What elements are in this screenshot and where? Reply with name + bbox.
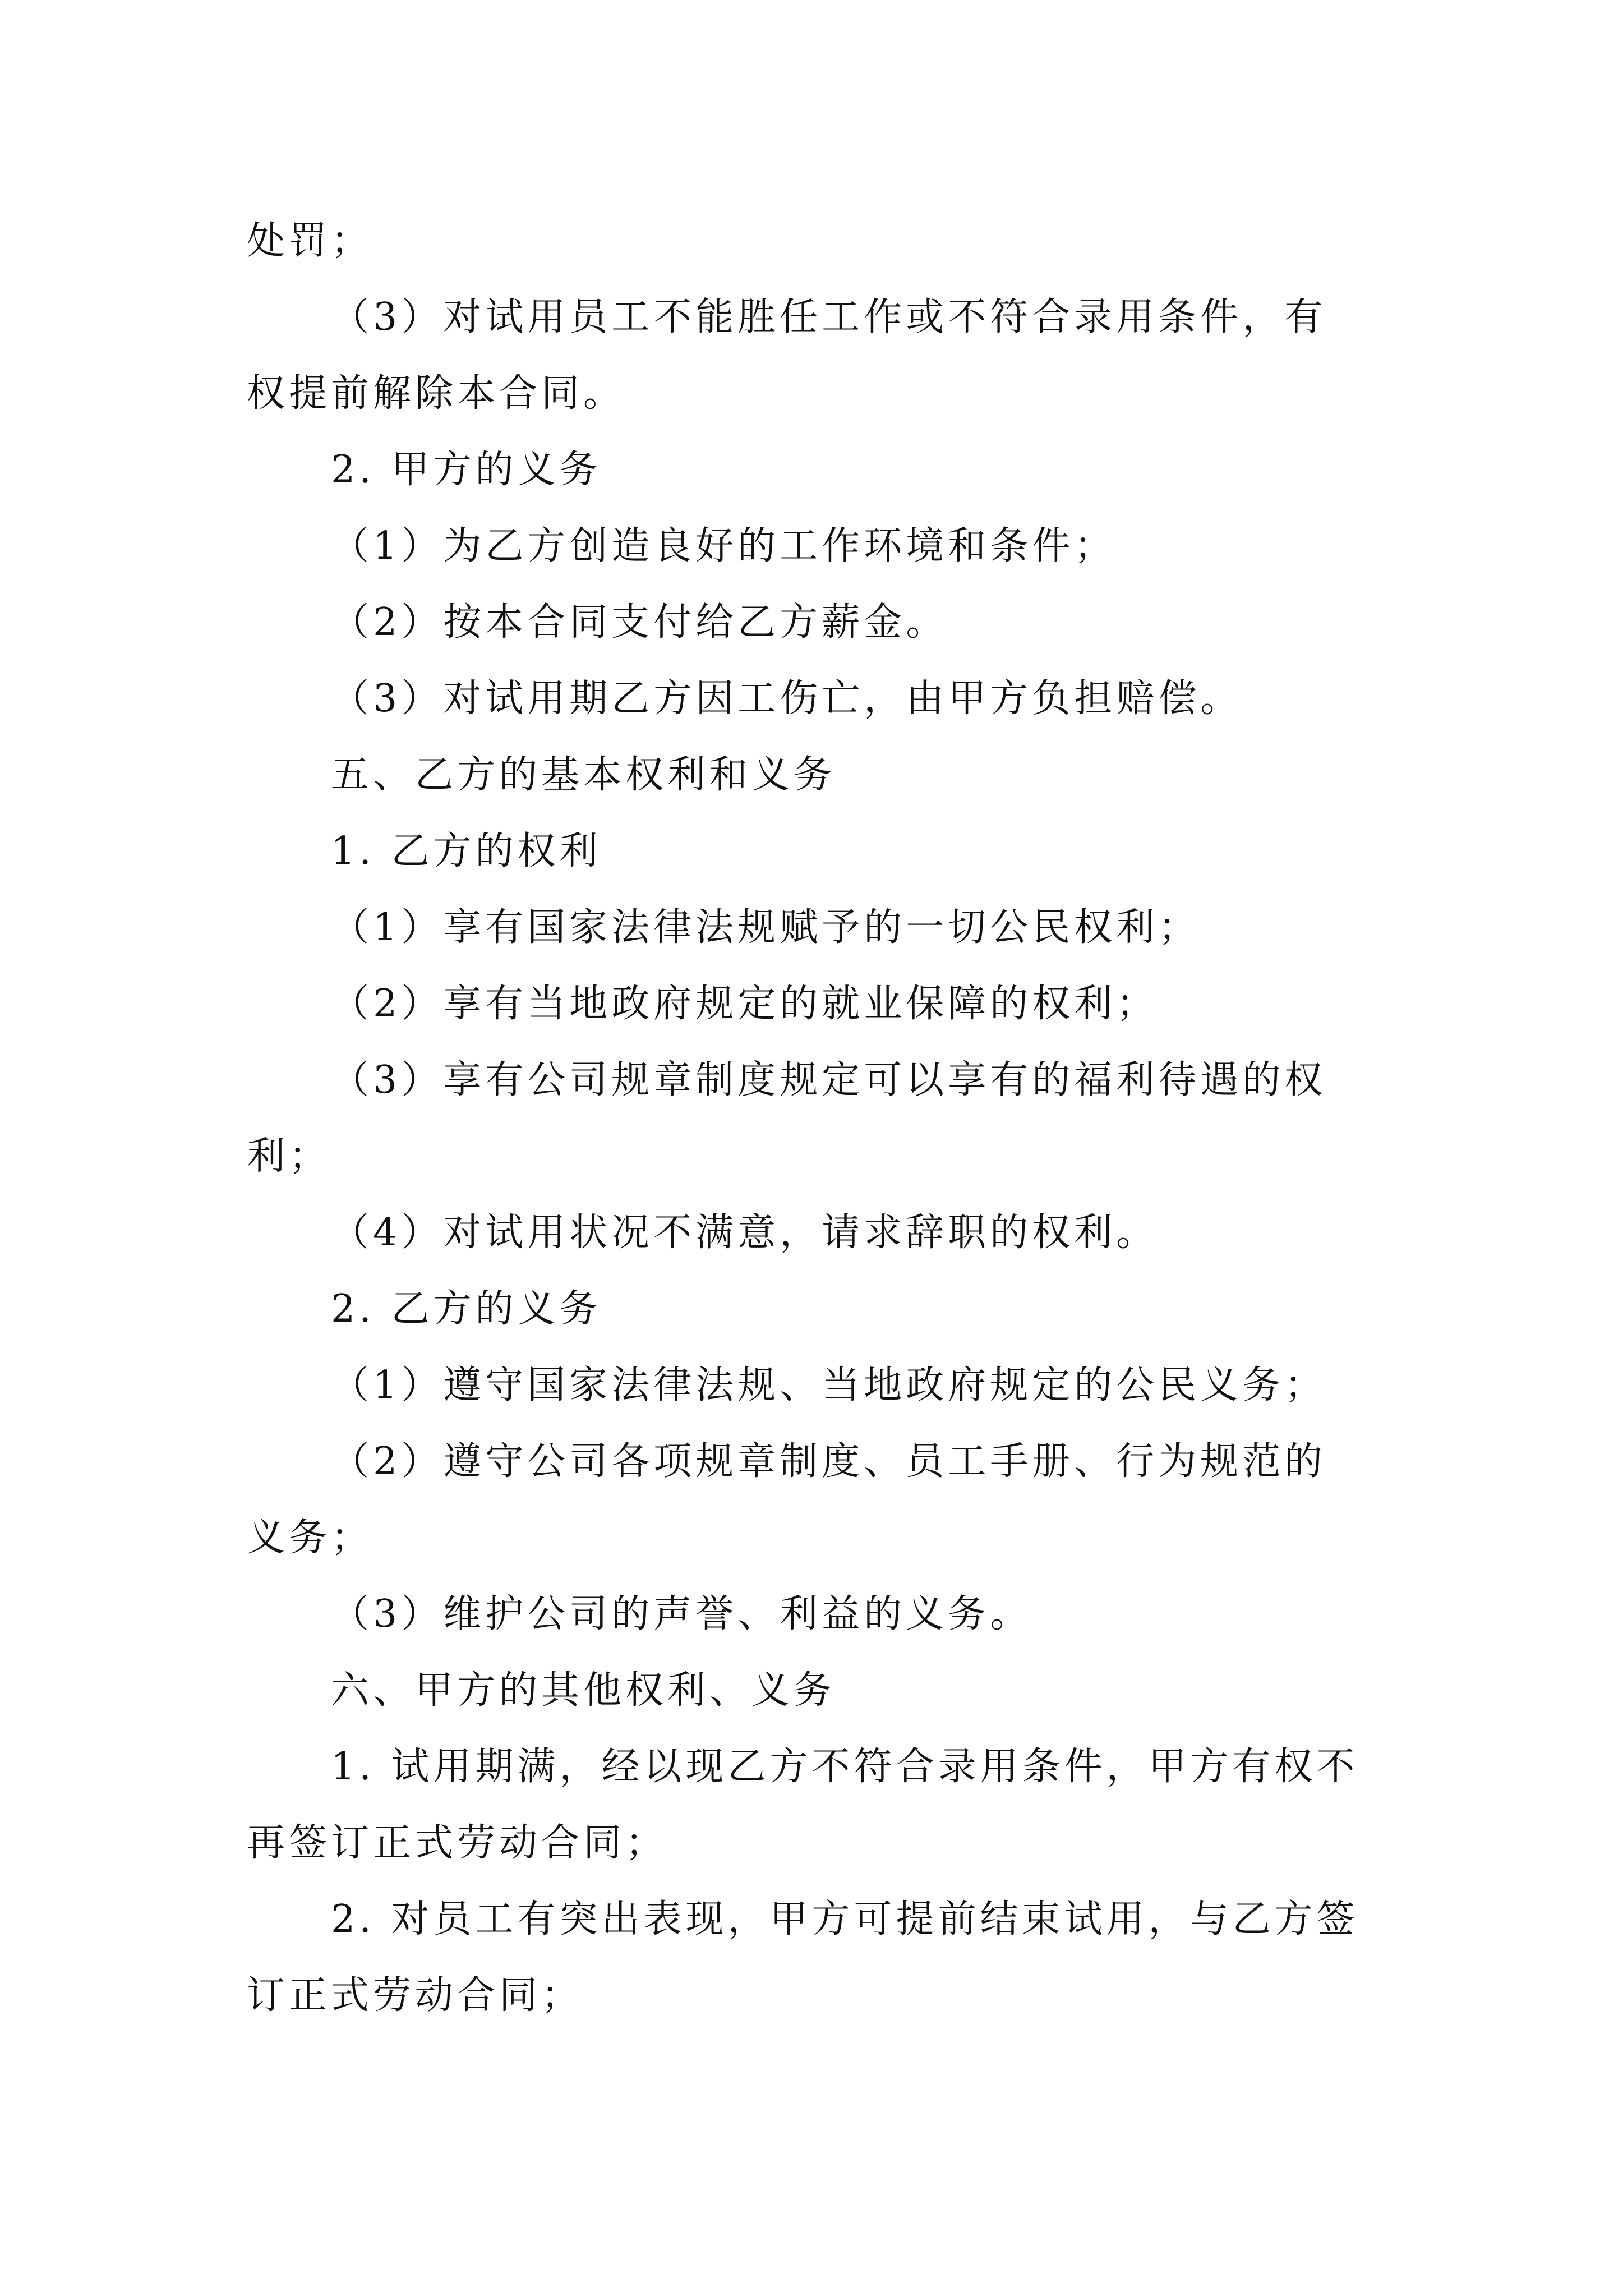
- text-line: （1）遵守国家法律法规、当地政府规定的公民义务；: [331, 1363, 1327, 1407]
- text-line: 订正式劳动合同；: [247, 1973, 584, 2018]
- text-line: 义务；: [247, 1516, 374, 1560]
- text-line: （3）享有公司规章制度规定可以享有的福利待遇的权: [331, 1058, 1327, 1102]
- section-heading: 五、乙方的基本权利和义务: [331, 753, 836, 797]
- text-line: 再签订正式劳动合同；: [247, 1821, 668, 1865]
- section-heading: 六、甲方的其他权利、义务: [331, 1668, 836, 1713]
- section-heading: 2. 乙方的义务: [331, 1287, 602, 1331]
- text-line: （2）享有当地政府规定的就业保障的权利；: [331, 982, 1159, 1026]
- text-line: 利；: [247, 1134, 331, 1179]
- section-heading: 2. 甲方的义务: [331, 448, 602, 492]
- text-line: （3）维护公司的声誉、利益的义务。: [331, 1592, 1032, 1636]
- text-line: （4）对试用状况不满意，请求辞职的权利。: [331, 1211, 1159, 1255]
- text-line: 1. 试用期满，经以现乙方不符合录用条件，甲方有权不: [331, 1745, 1359, 1789]
- document-body: [247, 203, 1380, 2034]
- text-line: 处罚；: [247, 219, 374, 263]
- text-line: （3）对试用期乙方因工伤亡，由甲方负担赔偿。: [331, 677, 1243, 721]
- text-line: （2）按本合同支付给乙方薪金。: [331, 600, 948, 645]
- section-heading: 1. 乙方的权利: [331, 829, 602, 873]
- text-line: （1）为乙方创造良好的工作环境和条件；: [331, 524, 1117, 568]
- text-line: 权提前解除本合同。: [247, 371, 626, 416]
- text-line: （1）享有国家法律法规赋予的一切公民权利；: [331, 905, 1201, 950]
- text-line: 2. 对员工有突出表现，甲方可提前结束试用，与乙方签: [331, 1897, 1359, 1941]
- text-line: （3）对试用员工不能胜任工作或不符合录用条件，有: [331, 295, 1327, 339]
- text-line: （2）遵守公司各项规章制度、员工手册、行为规范的: [331, 1439, 1327, 1484]
